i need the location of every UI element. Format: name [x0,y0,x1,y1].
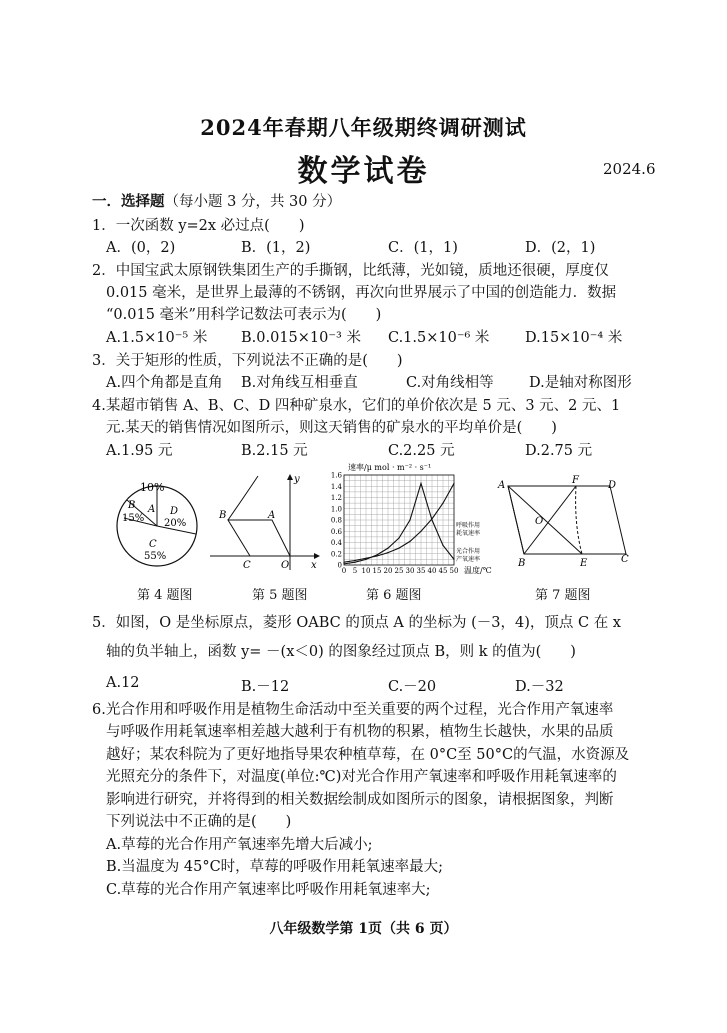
q5-option-c: C.－20 [388,679,437,695]
fig7-label: C [621,554,629,565]
q5-option-b: B.－12 [241,679,290,695]
chart-grid [344,475,454,565]
arrow-icon [314,553,320,559]
fig5-label: C [243,560,251,571]
q6-option-c: C.草莓的光合作用产氧速率比呼吸作用耗氧速率大; [106,882,431,898]
data-point [420,531,421,532]
pie-label: B [128,500,136,511]
segment-fb [524,486,576,554]
q6-line-2: 与呼吸作用耗氧速率相差越大越利于有机物的积累，植物生长越快，水果的品质 [106,724,614,740]
y-tick-label: 0.4 [330,539,342,547]
q3-option-a: A.四个角都是直角 [106,375,223,391]
parallelogram-abcd [508,486,626,554]
legend-respiration-1: 呼吸作用 [456,522,481,529]
data-point [453,559,454,560]
q5-line-1: 5．如图，O 是坐标原点，菱形 OABC 的顶点 A 的坐标为 (－3，4)，顶点 C 在 x [92,615,621,631]
data-point [365,559,366,560]
rhombus-oabc [228,520,290,556]
q6-option-b: B.当温度为 45°C时，草莓的呼吸作用耗氧速率最大; [106,859,444,875]
q5-option-a: A.12 [106,675,140,691]
data-point [409,541,410,542]
fig4-pie [114,474,206,574]
page-footer: 八年级数学第 1页（共 6 页） [269,921,458,937]
x-tick-label: 5 [352,567,358,575]
q3-option-d: D.是轴对称图形 [529,375,632,391]
fig5-label: y [294,474,300,485]
section-heading: 一．选择题 [92,193,165,210]
q3-option-b: B.对角线互相垂直 [241,375,358,391]
data-point [343,563,344,564]
segment-ae [508,486,582,554]
q2-option-d: D.15×10⁻⁴ 米 [525,330,623,346]
fig5-label: B [219,510,227,521]
fig4-caption: 第 4 题图 [137,588,193,603]
data-point [398,537,399,538]
data-point [354,562,355,563]
q5-line-2: 轴的负半轴上，函数 y= －(x＜0) 的图象经过顶点 B，则 k 的值为( ) [106,644,576,660]
fig7-label: E [580,558,588,569]
q4-option-c: C.2.25 元 [388,443,455,459]
data-point [431,519,432,520]
x-tick-label: 40 [427,567,437,575]
pie-label: 20% [164,518,187,529]
q6-line-4: 光照充分的条件下，对温度(单位:℃)对光合作用产氧速率和呼吸作用耗氧速率的 [106,769,617,785]
arc-dashed [576,486,582,554]
section-heading-line [92,190,341,211]
q1-option-c: C．(1，1) [388,240,458,256]
fig5-label: A [268,510,276,521]
legend-photosynthesis-1: 光合作用 [456,548,481,555]
data-point [354,560,355,561]
q2-option-b: B.0.015×10⁻³ 米 [241,330,361,346]
q6-option-a: A.草莓的光合作用产氧速率先增大后减小; [106,837,373,853]
q2-option-c: C.1.5×10⁻⁶ 米 [388,330,490,346]
chart-xlabel: 温度/℃ [464,566,492,575]
q4-line-1: 4.某超市销售 A、B、C、D 四种矿泉水，它们的单价依次是 5 元、3 元、2 元、1 [92,398,621,414]
y-tick-label: 1.6 [330,471,342,480]
arrow-icon [287,474,293,480]
y-tick-label: 0 [337,561,342,570]
q1-option-d: D．(2，1) [525,240,596,256]
q1-option-a: A．(0，2) [106,240,176,256]
data-point [387,548,388,549]
data-point [376,554,377,555]
fig7-label: A [498,480,506,491]
data-point [442,545,443,546]
exam-date: 2024.6 [603,160,656,178]
data-point [420,483,421,484]
segment-ba [508,486,524,554]
q6-line-1: 6.光合作用和呼吸作用是植物生命活动中至关重要的两个过程，光合作用产氧速率 [92,702,614,718]
q3-stem: 3．关于矩形的性质，下列说法不正确的是( ) [92,353,403,369]
fig7-diagram [494,474,634,570]
fig7-label: D [608,480,617,491]
exam-subject: 数学试卷 [297,154,430,189]
q4-line-2: 元.某天的销售情况如图所示，则这天销售的矿泉水的平均单价是( ) [106,420,557,436]
fig5-label: O [281,560,290,571]
q6-line-5: 影响进行研究，并将得到的相关数据绘制成如图所示的图象，请根据图象，判断 [106,792,614,808]
legend-respiration-2: 耗氧速率 [456,530,481,537]
legend-photosynthesis-2: 产氧速率 [456,556,481,563]
y-tick-label: 1.4 [330,482,342,491]
fig5-caption: 第 5 题图 [252,588,308,603]
x-tick-label: 20 [383,567,393,575]
y-tick-label: 0.6 [330,527,342,536]
q6-line-3: 越好；某农科院为了更好地指导果农种植草莓，在 0°C至 50°C的气温，水资源及 [106,747,630,763]
fig5-diagram [206,470,322,574]
x-tick-label: 0 [341,567,347,575]
fig7-caption: 第 7 题图 [535,588,591,603]
x-tick-label: 30 [405,567,415,575]
pie-label: 10% [140,481,165,494]
fig7-label: O [535,516,544,527]
y-tick-label: 0.2 [330,550,342,559]
data-point [409,519,410,520]
fig7-label: F [572,475,579,486]
fig6-chart [326,461,496,577]
fig5-label: x [311,560,317,571]
y-tick-label: 1.0 [330,505,342,514]
x-tick-label: 10 [361,567,371,575]
y-tick-label: 1.2 [330,494,342,502]
section-note: （每小题 3 分，共 30 分） [164,194,342,210]
data-point [387,552,388,553]
exam-title: 2024年春期八年级期终调研测试 [200,115,527,140]
q2-line-3: “0.015 毫米”用科学记数法可表示为( ) [106,307,382,323]
q4-option-a: A.1.95 元 [106,443,173,459]
x-tick-label: 25 [394,567,404,575]
pie-label: D [170,506,179,517]
chart-ylabel: 速率/μ mol · m⁻² · s⁻¹ [348,463,432,472]
x-tick-label: 50 [449,567,459,575]
q1-stem: 1．一次函数 y=2x 必过点( ) [92,218,305,234]
pie-label: C [149,539,157,550]
pie-label: 15% [122,513,145,524]
fig6-caption: 第 6 题图 [366,588,422,603]
q1-option-b: B．(1，2) [241,240,311,256]
q3-option-c: C.对角线相等 [406,375,494,391]
y-tick-label: 0.8 [330,516,342,525]
x-tick-label: 35 [416,567,426,575]
q2-option-a: A.1.5×10⁻⁵ 米 [106,330,208,346]
q2-line-2: 0.015 毫米，是世界上最薄的不锈钢，再次向世界展示了中国的创造能力．数据 [106,285,617,301]
x-tick-label: 45 [438,567,448,575]
data-point [453,483,454,484]
q5-option-d: D.－32 [515,679,564,695]
data-point [442,503,443,504]
x-tick-label: 15 [372,567,382,575]
data-point [343,562,344,563]
data-point [398,548,399,549]
hyperbola-curve [228,476,258,520]
q2-line-1: 2．中国宝武太原钢铁集团生产的手撕钢，比纸薄，光如镜，质地还很硬，厚度仅 [92,263,609,279]
pie-label: 55% [144,551,167,562]
pie-label: A [148,504,156,515]
q4-option-d: D.2.75 元 [525,443,593,459]
fig7-label: B [518,558,526,569]
q6-line-6: 下列说法中不正确的是( ) [106,814,292,830]
q4-option-b: B.2.15 元 [241,443,308,459]
